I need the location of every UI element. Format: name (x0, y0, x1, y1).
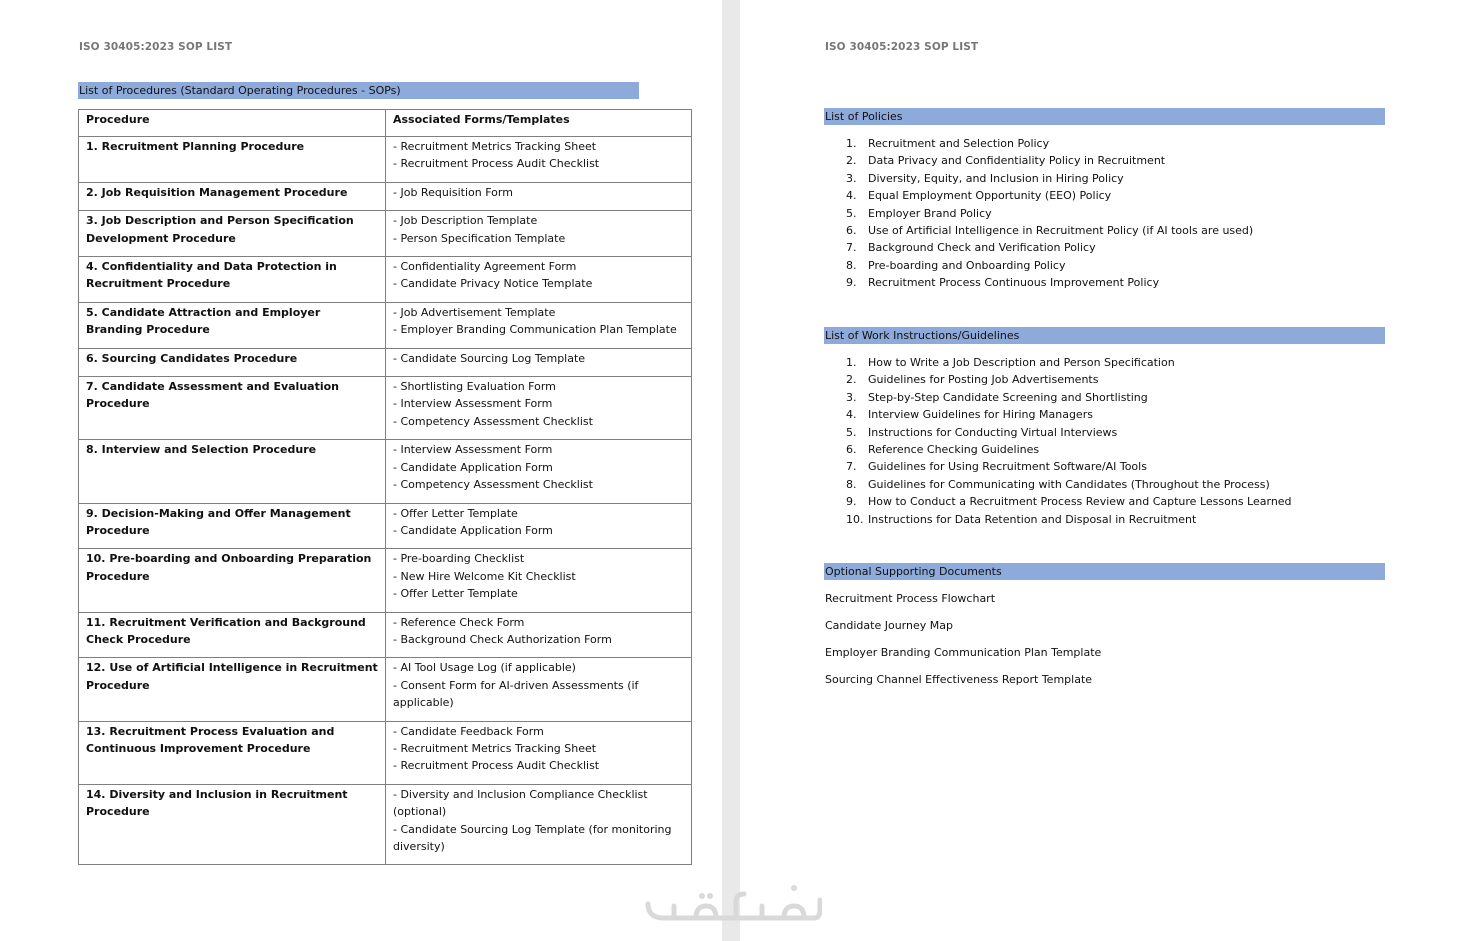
forms-cell (386, 784, 692, 865)
forms-cell (386, 440, 692, 503)
form-item: - Job Advertisement Template (393, 305, 556, 319)
forms-cell (386, 721, 692, 784)
list-item-number: 3. (846, 171, 857, 185)
form-item: - Candidate Sourcing Log Template (for monitoring diversity) (393, 822, 672, 853)
forms-cell (386, 302, 692, 348)
procedures-table (78, 109, 692, 865)
table-row (79, 721, 692, 784)
table-row (79, 784, 692, 865)
form-item: - Offer Letter Template (393, 587, 518, 601)
list-item-number: 2. (846, 154, 857, 168)
list-item (846, 371, 1292, 388)
list-item-text: How to Write a Job Description and Person Specification (868, 356, 1175, 369)
table-row (79, 137, 692, 183)
form-item: - Employer Branding Communication Plan Template (393, 323, 677, 337)
table-row (79, 612, 692, 658)
list-item-number: 9. (846, 495, 857, 509)
list-item-text: Diversity, Equity, and Inclusion in Hiring Policy (868, 171, 1124, 185)
form-item: - Reference Check Form (393, 615, 525, 629)
list-item-text: Employer Brand Policy (868, 206, 992, 220)
form-item: - AI Tool Usage Log (if applicable) (393, 661, 576, 675)
procedure-cell: 11. Recruitment Verification and Background Check Procedure (79, 612, 386, 658)
list-item-number: 10. (846, 512, 864, 526)
list-item (846, 493, 1292, 510)
list-item-text: Interview Guidelines for Hiring Managers (868, 408, 1093, 422)
table-row (79, 348, 692, 376)
list-item (846, 441, 1292, 458)
table-header-row (79, 110, 692, 137)
table-row (79, 211, 692, 257)
forms-cell (386, 182, 692, 210)
form-item: - Shortlisting Evaluation Form (393, 380, 556, 394)
procedure-cell: 10. Pre-boarding and Onboarding Preparation Procedure (79, 549, 386, 612)
list-item-number: 2. (846, 373, 857, 387)
list-item-number: 9. (846, 276, 857, 290)
list-item (846, 152, 1253, 169)
list-item-number: 7. (846, 241, 857, 255)
list-item-text: Recruitment and Selection Policy (868, 137, 1050, 150)
procedure-cell: 6. Sourcing Candidates Procedure (79, 348, 386, 376)
procedure-cell: 9. Decision-Making and Offer Management Procedure (79, 503, 386, 549)
work-instructions-list (846, 354, 1292, 528)
table-row (79, 549, 692, 612)
procedure-cell: 14. Diversity and Inclusion in Recruitment Procedure (79, 784, 386, 865)
list-item (846, 135, 1253, 152)
procedure-cell: 5. Candidate Attraction and Employer Branding Procedure (79, 302, 386, 348)
procedure-cell: 3. Job Description and Person Specification Development Procedure (79, 211, 386, 257)
list-item-text: Guidelines for Using Recruitment Software/AI Tools (868, 460, 1147, 474)
supporting-docs-section-title: Optional Supporting Documents (824, 563, 1385, 580)
procedure-cell: 8. Interview and Selection Procedure (79, 440, 386, 503)
list-item-text: Equal Employment Opportunity (EEO) Policy (868, 189, 1112, 203)
list-item-text: How to Conduct a Recruitment Process Review and Capture Lessons Learned (868, 495, 1292, 509)
list-item (846, 187, 1253, 204)
page-header: ISO 30405:2023 SOP LIST (825, 41, 979, 53)
form-item: - Person Specification Template (393, 231, 566, 245)
list-item (846, 511, 1292, 528)
policies-section-title: List of Policies (824, 108, 1385, 125)
list-item-text: Instructions for Data Retention and Disposal in Recruitment (868, 512, 1197, 526)
table-row (79, 377, 692, 440)
list-item-number: 4. (846, 189, 857, 203)
list-item-number: 4. (846, 408, 857, 422)
list-item-text: Use of Artificial Intelligence in Recruitment Policy (if AI tools are used) (868, 224, 1254, 238)
forms-cell (386, 348, 692, 376)
list-item-number: 5. (846, 206, 857, 220)
form-item: - Candidate Privacy Notice Template (393, 277, 593, 291)
form-item: - Pre-boarding Checklist (393, 552, 525, 566)
list-item-text: Reference Checking Guidelines (868, 443, 1040, 457)
list-item-text: Step-by-Step Candidate Screening and Shortlisting (868, 390, 1148, 404)
supporting-doc-item: Candidate Journey Map (825, 619, 953, 632)
list-item-text: Pre-boarding and Onboarding Policy (868, 258, 1066, 272)
form-item: - Recruitment Process Audit Checklist (393, 157, 600, 171)
form-item: - Competency Assessment Checklist (393, 414, 593, 428)
procedure-cell: 12. Use of Artificial Intelligence in Recruitment Procedure (79, 658, 386, 721)
list-item-number: 3. (846, 390, 857, 404)
list-item-number: 5. (846, 425, 857, 439)
form-item: - Candidate Application Form (393, 460, 553, 474)
form-item: - Background Check Authorization Form (393, 632, 612, 646)
form-item: - Recruitment Metrics Tracking Sheet (393, 741, 597, 755)
supporting-doc-item: Recruitment Process Flowchart (825, 592, 996, 605)
list-item (846, 274, 1253, 291)
procedure-cell: 4. Confidentiality and Data Protection in Recruitment Procedure (79, 257, 386, 303)
table-row (79, 182, 692, 210)
column-header-procedure: Procedure (79, 110, 386, 137)
form-item: - Diversity and Inclusion Compliance Checklist (optional) (393, 787, 648, 819)
table-row (79, 658, 692, 721)
form-item: - Candidate Feedback Form (393, 724, 544, 738)
column-header-forms: Associated Forms/Templates (386, 110, 692, 137)
form-item: - Candidate Application Form (393, 523, 553, 537)
list-item (846, 458, 1292, 475)
list-item (846, 257, 1253, 274)
page-left (0, 0, 722, 941)
work-instructions-section-title: List of Work Instructions/Guidelines (824, 327, 1385, 344)
list-item-text: Instructions for Conducting Virtual Interviews (868, 425, 1118, 439)
list-item (846, 354, 1292, 371)
forms-cell (386, 257, 692, 303)
list-item-text: Guidelines for Posting Job Advertisements (868, 373, 1099, 387)
procedure-cell: 13. Recruitment Process Evaluation and Continuous Improvement Procedure (79, 721, 386, 784)
forms-cell (386, 137, 692, 183)
forms-cell (386, 612, 692, 658)
form-item: - Job Requisition Form (393, 185, 513, 199)
form-item: - Candidate Sourcing Log Template (393, 351, 586, 365)
forms-cell (386, 658, 692, 721)
procedure-cell: 1. Recruitment Planning Procedure (79, 137, 386, 183)
policies-list (846, 135, 1253, 292)
list-item-number: 6. (846, 224, 857, 238)
forms-cell (386, 211, 692, 257)
form-item: - Job Description Template (393, 214, 538, 228)
list-item-number: 7. (846, 460, 857, 474)
supporting-docs-list (825, 590, 1101, 698)
form-item: - Interview Assessment Form (393, 397, 553, 411)
list-item-text: Recruitment Process Continuous Improvement Policy (868, 276, 1160, 290)
list-item (846, 239, 1253, 256)
list-item (846, 205, 1253, 222)
forms-cell (386, 503, 692, 549)
list-item-number: 8. (846, 258, 857, 272)
page-right (740, 0, 1464, 941)
supporting-doc-item: Employer Branding Communication Plan Template (825, 646, 1102, 659)
supporting-doc-item: Sourcing Channel Effectiveness Report Template (825, 673, 1093, 686)
procedure-cell: 7. Candidate Assessment and Evaluation Procedure (79, 377, 386, 440)
list-item (846, 406, 1292, 423)
form-item: - New Hire Welcome Kit Checklist (393, 569, 576, 583)
page-header: ISO 30405:2023 SOP LIST (79, 41, 233, 53)
list-item-text: Background Check and Verification Policy (868, 241, 1096, 255)
procedures-table-body (79, 137, 692, 865)
form-item: - Recruitment Metrics Tracking Sheet (393, 140, 597, 153)
procedures-section-title: List of Procedures (Standard Operating Procedures - SOPs) (78, 82, 639, 99)
list-item-text: Data Privacy and Confidentiality Policy in Recruitment (868, 154, 1166, 168)
list-item (846, 170, 1253, 187)
list-item-number: 8. (846, 477, 857, 491)
list-item-number: 1. (846, 356, 857, 369)
form-item: - Recruitment Process Audit Checklist (393, 759, 600, 773)
form-item: - Confidentiality Agreement Form (393, 260, 577, 274)
table-row (79, 302, 692, 348)
table-row (79, 503, 692, 549)
list-item (846, 424, 1292, 441)
list-item (846, 389, 1292, 406)
table-row (79, 440, 692, 503)
form-item: - Consent Form for AI-driven Assessments (if applicable) (393, 678, 639, 710)
procedure-cell: 2. Job Requisition Management Procedure (79, 182, 386, 210)
list-item (846, 476, 1292, 493)
khamsat-watermark-logo (644, 880, 822, 926)
forms-cell (386, 377, 692, 440)
form-item: - Competency Assessment Checklist (393, 478, 593, 492)
form-item: - Interview Assessment Form (393, 443, 553, 457)
forms-cell (386, 549, 692, 612)
list-item-number: 6. (846, 443, 857, 457)
list-item (846, 222, 1253, 239)
list-item-text: Guidelines for Communicating with Candidates (Throughout the Process) (868, 477, 1270, 491)
list-item-number: 1. (846, 137, 857, 150)
form-item: - Offer Letter Template (393, 506, 518, 520)
table-row (79, 257, 692, 303)
